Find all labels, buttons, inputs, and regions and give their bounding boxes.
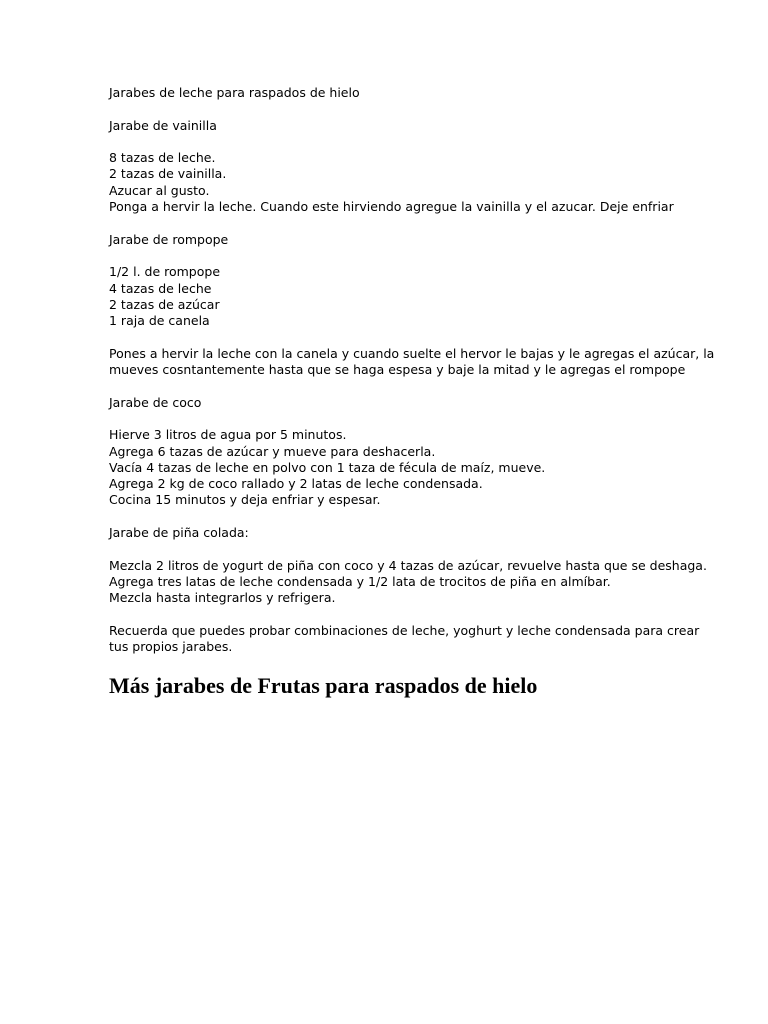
instructions-rompope <box>109 345 715 379</box>
ingredients-rompope <box>109 264 669 329</box>
instruction-line: mueves cosntantemente hasta que se haga espesa y baje la mitad y le agregas el rompope <box>109 362 686 378</box>
section-heading-coco: Jarabe de coco <box>109 394 202 410</box>
instruction-line: Pones a hervir la leche con la canela y cuando suelte el hervor le bajas y le agregas el azúcar, la <box>109 345 715 361</box>
document-title: Jarabes de leche para raspados de hielo <box>109 85 360 100</box>
recipe-line: Mezcla hasta integrarlos y refrigera. <box>109 590 336 606</box>
ingredient-line: 4 tazas de leche <box>109 280 212 296</box>
recipe-line: Vacía 4 tazas de leche en polvo con 1 taza de fécula de maíz, mueve. <box>109 459 546 475</box>
section-heading-pina: Jarabe de piña colada: <box>109 525 249 541</box>
ingredient-line: 1/2 l. de rompope <box>109 264 221 280</box>
section-heading-vainilla: Jarabe de vainilla <box>109 117 217 133</box>
recipe-line: Cocina 15 minutos y deja enfriar y espesar. <box>109 492 381 508</box>
more-syrups-heading: Más jarabes de Frutas para raspados de hielo <box>109 672 538 698</box>
recipe-line: Mezcla 2 litros de yogurt de piña con coco y 4 tazas de azúcar, revuelve hasta que se deshaga. <box>109 557 707 573</box>
recipe-line: Azucar al gusto. <box>109 182 210 198</box>
tip-line: Recuerda que puedes probar combinaciones de leche, yoghurt y leche condensada para crear <box>109 622 700 638</box>
recipe-line: Agrega 6 tazas de azúcar y mueve para deshacerla. <box>109 443 436 459</box>
section-heading-rompope: Jarabe de rompope <box>109 231 229 247</box>
recipe-coco <box>109 427 669 508</box>
tip-paragraph <box>109 622 700 656</box>
recipe-line: Agrega 2 kg de coco rallado y 2 latas de leche condensada. <box>109 476 483 492</box>
ingredient-line: 1 raja de canela <box>109 313 210 329</box>
tip-line: tus propios jarabes. <box>109 639 233 655</box>
recipe-line: 8 tazas de leche. <box>109 150 216 166</box>
ingredient-line: 2 tazas de azúcar <box>109 296 220 312</box>
document-body <box>109 85 715 700</box>
recipe-vainilla <box>109 150 674 215</box>
recipe-line: Hierve 3 litros de agua por 5 minutos. <box>109 427 347 443</box>
recipe-line: 2 tazas de vainilla. <box>109 166 227 182</box>
recipe-line: Ponga a hervir la leche. Cuando este hirviendo agregue la vainilla y el azucar. Deje enfriar <box>109 199 674 215</box>
recipe-line: Agrega tres latas de leche condensada y 1/2 lata de trocitos de piña en almíbar. <box>109 573 611 589</box>
recipe-pina <box>109 557 707 607</box>
